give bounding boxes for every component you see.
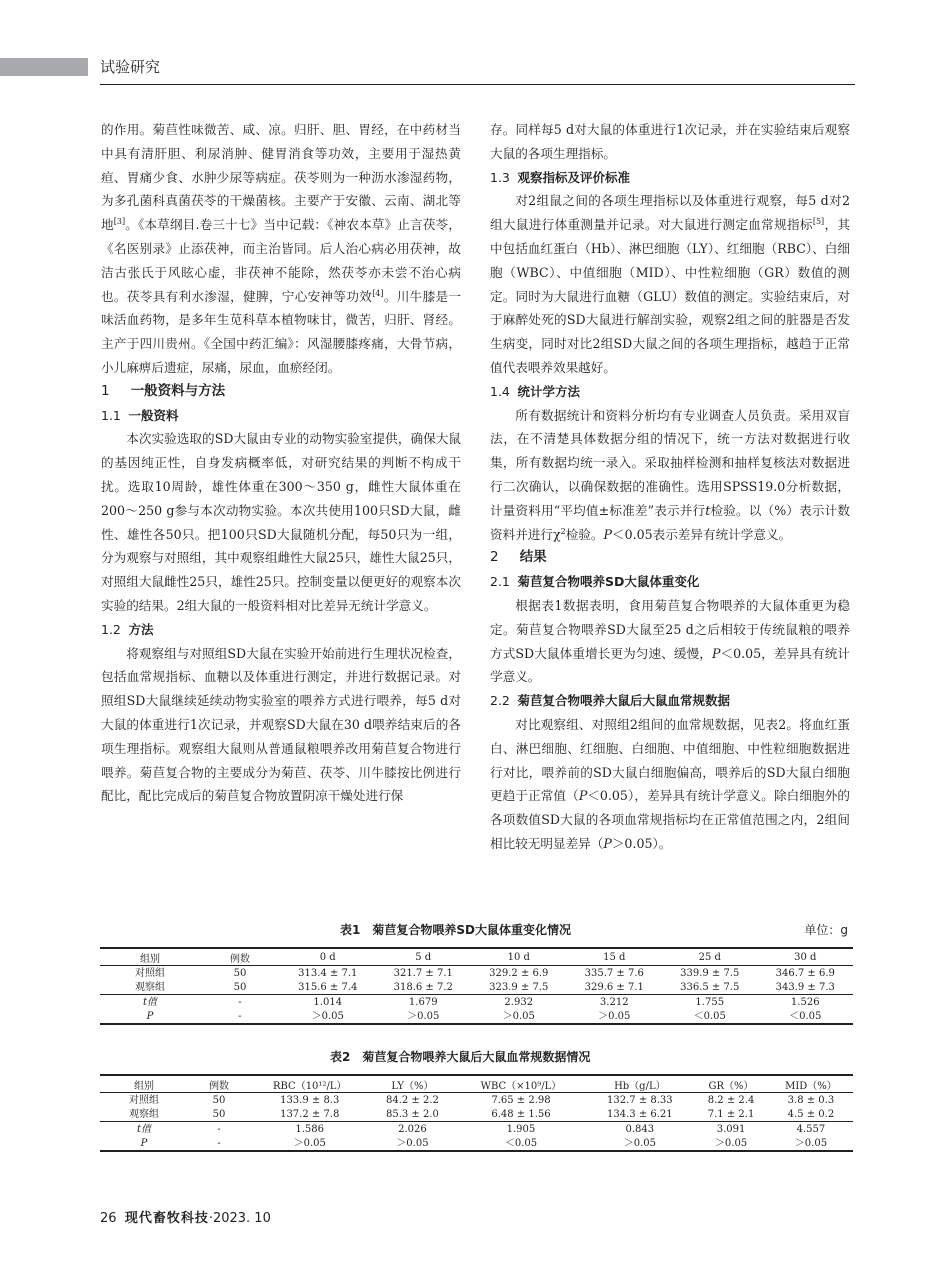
table-row (100, 995, 853, 1010)
table1-header: 10 d (471, 948, 567, 966)
table1-header: 例数 (200, 948, 280, 966)
intro-paragraph: 的作用。菊苣性味微苦、咸、凉。归肝、胆、胃经，在中药材当中具有清肝胆、利尿消肿、健胃消食等功效，主要用于湿热黄疸、胃痛少食、水肿少尿等病症。茯苓则为一种沥水渗湿药物，为多孔菌科真菌茯苓的干燥菌核。主要产于安徽、云南、湖北等地[3]。《本草纲目.卷三十七》当中记载：《神农本草》止言茯苓，《名医别录》止添茯神，而主治皆同。后人治心病必用茯神，故洁古张氏于风眩心虚，非茯神不能除，然茯苓亦未尝不治心病也。茯苓具有利水渗湿，健脾，宁心安神等功效[4]。川牛膝是一味活血药物，是多年生苋科草本植物味甘，微苦，归肝、肾经。主产于四川贵州。《全国中药汇编》：风湿腰膝疼痛，大骨节病，小儿麻痹后遗症，尿痛，尿血，血瘀经闭。 (101, 122, 462, 375)
paragraph-1-4: 所有数据统计和资料分析均有专业调查人员负责。采用双盲法，在不清楚具体数据分组的情况下，统一方法对数据进行收集，所有数据均统一录入。采取抽样检测和抽样复核法对数据进行二次确认，以确保数据的准确性。选用SPSS19.0分析数据，计量资料用“平均值±标准差”表示并行t检验。以（%）表示计数资料并进行$\chi^2$检验。P＜0.05表示差异有统计学意义。 (490, 407, 850, 542)
table-cell: ＞0.05 (376, 1009, 472, 1024)
table-cell: 1.586 (250, 1122, 369, 1137)
continued-paragraph: 存。同样每5 d对大鼠的体重进行1次记录，并在实验结束后观察大鼠的各项生理指标。 (490, 122, 850, 161)
table-cell: 2.026 (369, 1122, 455, 1137)
table-cell: 观察组 (135, 981, 165, 993)
table-cell: 335.7 ± 7.6 (584, 967, 644, 979)
table-cell: 323.9 ± 7.5 (489, 981, 549, 993)
table-row (100, 1009, 853, 1024)
table2-header: Hb（g/L） (586, 1075, 693, 1093)
paragraph-2-2: 对比观察组、对照组2组间的血常规数据，见表2。将血红蛋白、淋巴细胞、红细胞、白细胞、中值细胞、中性粒细胞数据进行对比，喂养前的SD大鼠白细胞偏高，喂养后的SD大鼠白细胞更趋于正常值（P＜0.05），差异具有统计学意义。除白细胞外的各项数值SD大鼠的各项血常规指标均在正常值范围之内，2组间相比较无明显差异（P＞0.05）。 (490, 716, 850, 851)
table-row (100, 1122, 853, 1137)
table2-header: WBC（×10⁹/L） (455, 1075, 586, 1093)
table2-header: GR（%） (693, 1075, 769, 1093)
table1-header-row (100, 948, 853, 966)
table-cell: 3.212 (567, 995, 663, 1010)
table-cell: 6.48 ± 1.56 (491, 1108, 551, 1120)
table-cell: 7.1 ± 2.1 (707, 1108, 755, 1120)
table-cell: 84.2 ± 2.2 (385, 1094, 439, 1106)
table-cell: 321.7 ± 7.1 (393, 967, 453, 979)
table-cell: t值 (100, 995, 200, 1010)
table-cell: 50 (212, 1108, 226, 1120)
table-cell: 132.7 ± 8.33 (607, 1094, 673, 1106)
table2-header: 组别 (100, 1075, 188, 1093)
table-cell: 0.843 (586, 1122, 693, 1137)
table-cell: ＞0.05 (693, 1136, 769, 1151)
table-cell: t值 (100, 1122, 188, 1137)
heading-2-2: 2.2 菊苣复合物喂养大鼠后大鼠血常规数据 (490, 693, 731, 709)
table-cell: 1.679 (376, 995, 472, 1010)
table-cell: 8.2 ± 2.4 (707, 1094, 755, 1106)
table-cell: 313.4 ± 7.1 (298, 967, 358, 979)
table-cell: ＞0.05 (769, 1136, 853, 1151)
paragraph-1-3: 对2组鼠之间的各项生理指标以及体重进行观察，每5 d对2组大鼠进行体重测量并记录。对大鼠进行测定血常规指标[5]，其中包括血红蛋白（Hb）、淋巴细胞（LY）、红细胞（RBC）、白细胞（WBC）、中值细胞（MID）、中性粒细胞（GR）数值的测定。同时为大鼠进行血糖（GLU）数值的测定。实验结束后，对于麻醉处死的SD大鼠进行解剖实验，观察2组之间的脏器是否发生病变，同时对比2组SD大鼠之间的各项生理指标，越趋于正常值代表喂养效果越好。 (490, 193, 851, 375)
heading-1-1: 1.1 一般资料 (101, 407, 179, 423)
table-cell: 1.755 (662, 995, 758, 1010)
table-cell: 137.2 ± 7.8 (280, 1108, 340, 1120)
table1-header: 30 d (758, 948, 854, 966)
table-cell: ＞0.05 (280, 1009, 376, 1024)
table-cell: ＞0.05 (586, 1136, 693, 1151)
paragraph-1-2: 将观察组与对照组SD大鼠在实验开始前进行生理状况检查，包括血常规指标、血糖以及体重进行测定，并进行数据记录。对照组SD大鼠继续延续动物实验室的喂养方式进行喂养，每5 d对大鼠的体重进行1次记录，并观察SD大鼠在30 d喂养结束后的各项生理指标。观察组大鼠则从普通鼠粮喂养改用菊苣复合物进行喂养。菊苣复合物的主要成分为菊苣、茯苓、川牛膝按比例进行配比，配比完成后的菊苣复合物放置阴凉干燥处进行保 (101, 645, 461, 804)
citation-3: [3] (113, 217, 126, 226)
left-column (101, 118, 461, 808)
table-cell: 329.6 ± 7.1 (584, 981, 644, 993)
table-cell: 50 (233, 981, 247, 993)
table-cell: 1.014 (280, 995, 376, 1010)
table-cell: 134.3 ± 6.21 (607, 1108, 673, 1120)
table1-header: 0 d (280, 948, 376, 966)
table1 (100, 947, 853, 1025)
heading-2-1: 2.1 菊苣复合物喂养SD大鼠体重变化 (490, 574, 700, 590)
table1-header: 5 d (376, 948, 472, 966)
table-cell: 观察组 (129, 1108, 159, 1120)
citation-5: [5] (812, 217, 825, 226)
table-cell: 85.3 ± 2.0 (385, 1108, 439, 1120)
table-row (100, 1107, 853, 1122)
heading-1-4: 1.4 统计学方法 (490, 383, 581, 399)
table-cell: 1.905 (455, 1122, 586, 1137)
table-cell: ＜0.05 (455, 1136, 586, 1151)
table-cell: 50 (233, 967, 247, 979)
table-cell: 329.2 ± 6.9 (489, 967, 549, 979)
table-cell: 1.526 (758, 995, 854, 1010)
table2-header: LY（%） (369, 1075, 455, 1093)
table-cell: ＞0.05 (567, 1009, 663, 1024)
paragraph-2-1: 根据表1数据表明，食用菊苣复合物喂养的大鼠体重更为稳定。菊苣复合物喂养SD大鼠至25 d之后相较于传统鼠粮的喂养方式SD大鼠体重增长更为匀速、缓慢，P＜0.05，差异具有统计学意义。 (490, 597, 850, 685)
heading-2: 2 结果 (490, 549, 547, 566)
table1-header: 25 d (662, 948, 758, 966)
table-cell: 3.091 (693, 1122, 769, 1137)
table-cell: 4.5 ± 0.2 (787, 1108, 835, 1120)
table-cell: - (188, 1136, 250, 1151)
heading-1-3: 1.3 观察指标及评价标准 (490, 169, 631, 185)
table1-caption: 表1 菊苣复合物喂养SD大鼠体重变化情况 (340, 923, 571, 937)
table-cell: ＜0.05 (758, 1009, 854, 1024)
table-cell: 339.9 ± 7.5 (680, 967, 740, 979)
table-row (100, 980, 853, 995)
table-cell: 318.6 ± 7.2 (393, 981, 453, 993)
right-column (490, 118, 850, 856)
table-cell: P (100, 1136, 188, 1151)
paragraph-1-1: 本次实验选取的SD大鼠由专业的动物实验室提供，确保大鼠的基因纯正性，自身发病概率低，对研究结果的判断不构成干扰。选取10周龄，雄性体重在300～350 g，雌性大鼠体重在200～250 g参与本次动物实验。本次共使用100只SD大鼠，雌性、雄性各50只。把100只SD大鼠随机分配，每50只为一组，分为观察与对照组，其中观察组雌性大鼠25只，雄性大鼠25只，对照组大鼠雌性25只，雄性25只。控制变量以便更好的观察本次实验的结果。2组大鼠的一般资料相对比差异无统计学意义。 (101, 431, 461, 613)
table-cell: - (188, 1122, 250, 1137)
table1-header: 15 d (567, 948, 663, 966)
table-cell: 50 (212, 1094, 226, 1106)
table-cell: 7.65 ± 2.98 (491, 1094, 551, 1106)
table-cell: 对照组 (129, 1094, 159, 1106)
page-footer (100, 1207, 271, 1226)
page-number: 26 (100, 1211, 117, 1226)
header-bar (0, 58, 88, 76)
table1-header: 组别 (100, 948, 200, 966)
table2-header: MID（%） (769, 1075, 853, 1093)
table2-header: RBC（10¹²/L） (250, 1075, 369, 1093)
table-row (100, 1093, 853, 1108)
table-cell: P (100, 1009, 200, 1024)
table-cell: 2.932 (471, 995, 567, 1010)
table-cell: ＜0.05 (662, 1009, 758, 1024)
table2 (100, 1074, 853, 1152)
table-cell: 4.557 (769, 1122, 853, 1137)
table-cell: ＞0.05 (250, 1136, 369, 1151)
table-cell: 336.5 ± 7.5 (680, 981, 740, 993)
table2-header-row (100, 1075, 853, 1093)
table1-unit: 单位：g (804, 923, 848, 937)
table-cell: 343.9 ± 7.3 (775, 981, 835, 993)
table-cell: 3.8 ± 0.3 (787, 1094, 835, 1106)
table-cell: ＞0.05 (369, 1136, 455, 1151)
table-row (100, 1136, 853, 1151)
heading-1-2: 1.2 方法 (101, 621, 154, 637)
table-cell: 346.7 ± 6.9 (775, 967, 835, 979)
table-cell: ＞0.05 (471, 1009, 567, 1024)
table-row (100, 966, 853, 981)
heading-1: 1 一般资料与方法 (101, 382, 226, 399)
table-cell: - (200, 995, 280, 1010)
table2-caption: 表2 菊苣复合物喂养大鼠后大鼠血常规数据情况 (330, 1050, 591, 1064)
journal-issue: ·2023. 10 (208, 1211, 271, 1226)
table-cell: 133.9 ± 8.3 (280, 1094, 340, 1106)
header-rule (100, 84, 855, 85)
table-cell: 315.6 ± 7.4 (298, 981, 358, 993)
table-cell: 对照组 (135, 967, 165, 979)
citation-4: [4] (372, 288, 384, 298)
journal-name: 现代畜牧科技 (124, 1211, 209, 1226)
section-title: 试验研究 (100, 58, 161, 76)
table-cell: - (200, 1009, 280, 1024)
table2-header: 例数 (188, 1075, 250, 1093)
